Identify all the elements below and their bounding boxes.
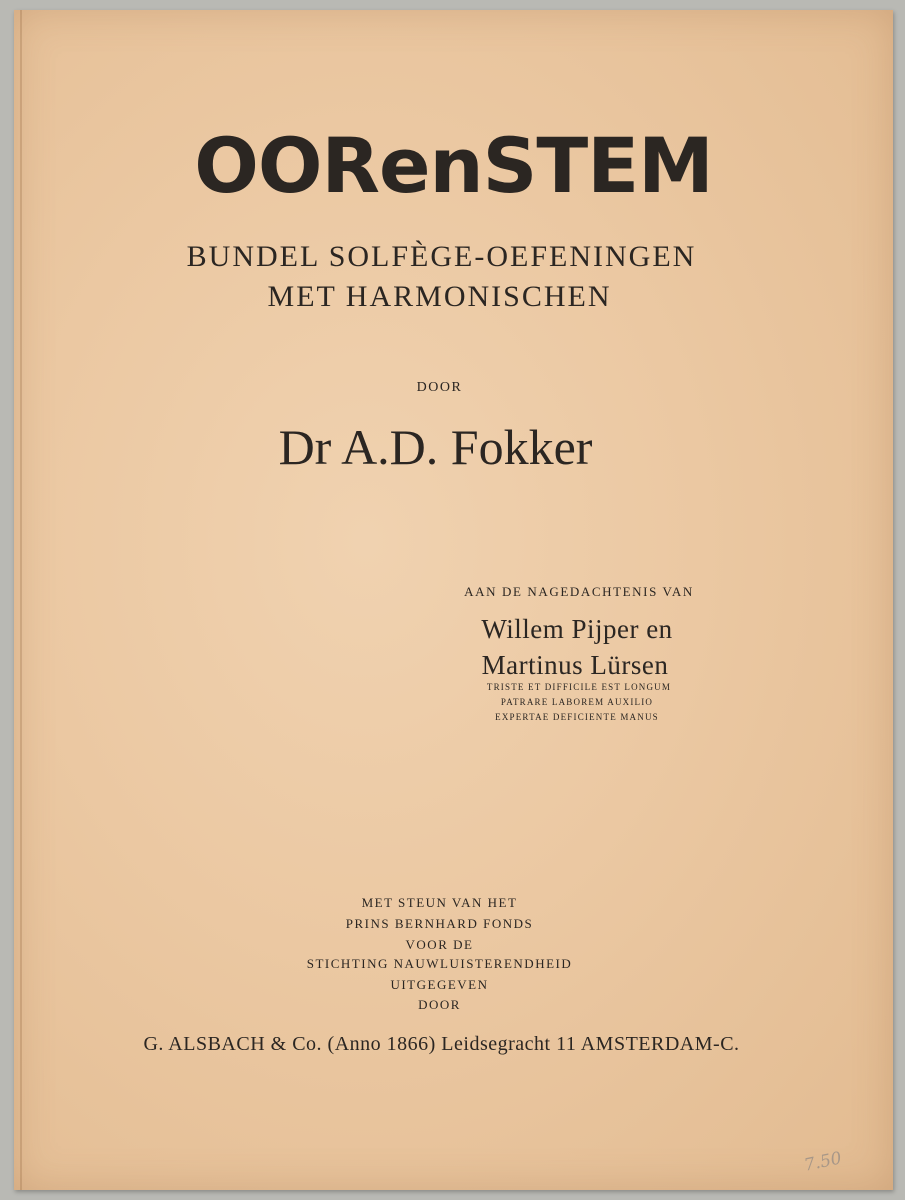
dedication-name-1: Willem Pijper en	[481, 614, 673, 644]
subtitle-line-1: BUNDEL SOLFÈGE-OEFENINGEN	[186, 240, 697, 273]
dedication-motto-3: EXPERTAE DEFICIENTE MANUS	[495, 712, 659, 722]
support-line-6: DOOR	[418, 997, 461, 1012]
subtitle-line-2: MET HARMONISCHEN	[267, 280, 612, 313]
dedication-heading: AAN DE NAGEDACHTENIS VAN	[464, 584, 694, 599]
dedication-name-2: Martinus Lürsen	[481, 650, 669, 680]
support-line-3: VOOR DE	[405, 937, 474, 952]
support-line-5: UITGEGEVEN	[390, 977, 489, 992]
book-cover	[14, 10, 893, 1190]
dedication-motto-2: PATRARE LABOREM AUXILIO	[500, 697, 654, 707]
dedication-motto-1: TRISTE ET DIFFICILE EST LONGUM	[486, 682, 672, 692]
author-name: Dr A.D. Fokker	[278, 419, 593, 475]
support-line-4: STICHTING NAUWLUISTERENDHEID	[306, 956, 573, 971]
pencil-price-note: 7.50	[802, 1148, 844, 1176]
support-line-1: MET STEUN VAN HET	[361, 895, 518, 910]
support-line-2: PRINS BERNHARD FONDS	[345, 916, 534, 931]
publisher-line: G. ALSBACH & Co. (Anno 1866) Leidsegracht 11 AMSTERDAM-C.	[143, 1033, 740, 1055]
by-label: DOOR	[416, 380, 463, 395]
book-title: OORenSTEM	[194, 121, 713, 210]
